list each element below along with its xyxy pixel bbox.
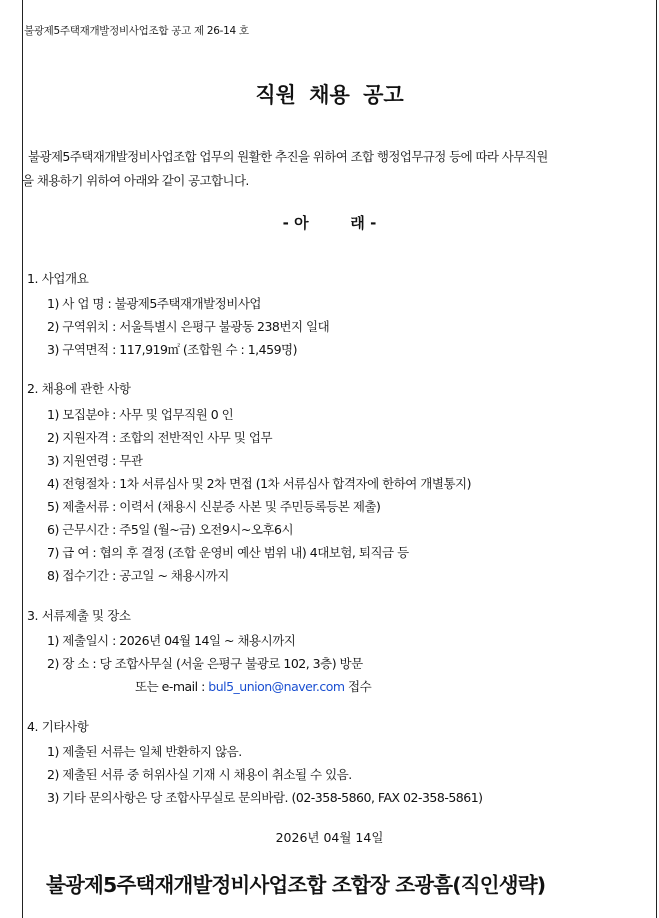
intro-line: 불광제5주택재개발정비사업조합 업무의 원활한 추진을 위하여 조합 행정업무규정 등에 따라 사무직원 bbox=[28, 149, 548, 164]
page-title: 직원 채용 공고 bbox=[255, 83, 404, 107]
notice-reference: 불광제5주택재개발정비사업조합 공고 제 26-14 호 bbox=[24, 25, 249, 37]
signature-line: 불광제5주택재개발정비사업조합 조합장 조광흠(직인생략) bbox=[46, 873, 546, 897]
list-item: 1) 제출일시 : 2026년 04월 14일 ~ 채용시까지 bbox=[47, 633, 296, 648]
left-border bbox=[22, 0, 23, 918]
right-border bbox=[656, 0, 657, 918]
list-item: 2) 제출된 서류 중 허위사실 기재 시 채용이 취소될 수 있음. bbox=[47, 767, 352, 782]
section-title: 2. 채용에 관한 사항 bbox=[27, 381, 131, 396]
list-item: 8) 접수기간 : 공고일 ~ 채용시까지 bbox=[47, 568, 229, 583]
section-title: 4. 기타사항 bbox=[27, 719, 89, 734]
email-prefix: 또는 e-mail : bbox=[135, 679, 209, 694]
list-item: 1) 제출된 서류는 일체 반환하지 않음. bbox=[47, 744, 242, 759]
section-title: 3. 서류제출 및 장소 bbox=[27, 608, 131, 623]
notice-heading: - 아 래 - bbox=[282, 214, 377, 232]
list-item: 1) 모집분야 : 사무 및 업무직원 0 인 bbox=[47, 407, 234, 422]
list-item: 2) 구역위치 : 서울특별시 은평구 불광동 238번지 일대 bbox=[47, 319, 330, 334]
list-item: 7) 급 여 : 협의 후 결정 (조합 운영비 예산 범위 내) 4대보험, 퇴직금 등 bbox=[47, 545, 409, 560]
notice-date: 2026년 04월 14일 bbox=[275, 830, 384, 845]
list-item: 3) 기타 문의사항은 당 조합사무실로 문의바람. (02-358-5860, FAX 02-358-5861) bbox=[47, 790, 483, 805]
list-item: 6) 근무시간 : 주5일 (월~금) 오전9시~오후6시 bbox=[47, 522, 294, 537]
intro-paragraph bbox=[22, 145, 656, 193]
list-item: 4) 전형절차 : 1차 서류심사 및 2차 면접 (1차 서류심사 합격자에 한하여 개별통지) bbox=[47, 476, 472, 491]
list-item: 2) 지원자격 : 조합의 전반적인 사무 및 업무 bbox=[47, 430, 273, 445]
list-item: 2) 장 소 : 당 조합사무실 (서울 은평구 불광로 102, 3층) 방문 bbox=[47, 656, 363, 671]
email-link[interactable]: bul5_union@naver.com bbox=[208, 679, 345, 694]
list-item: 5) 제출서류 : 이력서 (채용시 신분증 사본 및 주민등록등본 제출) bbox=[47, 499, 381, 514]
email-line bbox=[135, 677, 371, 695]
email-suffix: 접수 bbox=[344, 679, 372, 694]
section-title: 1. 사업개요 bbox=[27, 271, 89, 286]
list-item: 1) 사 업 명 : 불광제5주택재개발정비사업 bbox=[47, 296, 261, 311]
list-item: 3) 지원연령 : 무관 bbox=[47, 453, 143, 468]
intro-line: 을 채용하기 위하여 아래와 같이 공고합니다. bbox=[22, 173, 249, 188]
list-item: 3) 구역면적 : 117,919㎡ (조합원 수 : 1,459명) bbox=[47, 342, 297, 357]
